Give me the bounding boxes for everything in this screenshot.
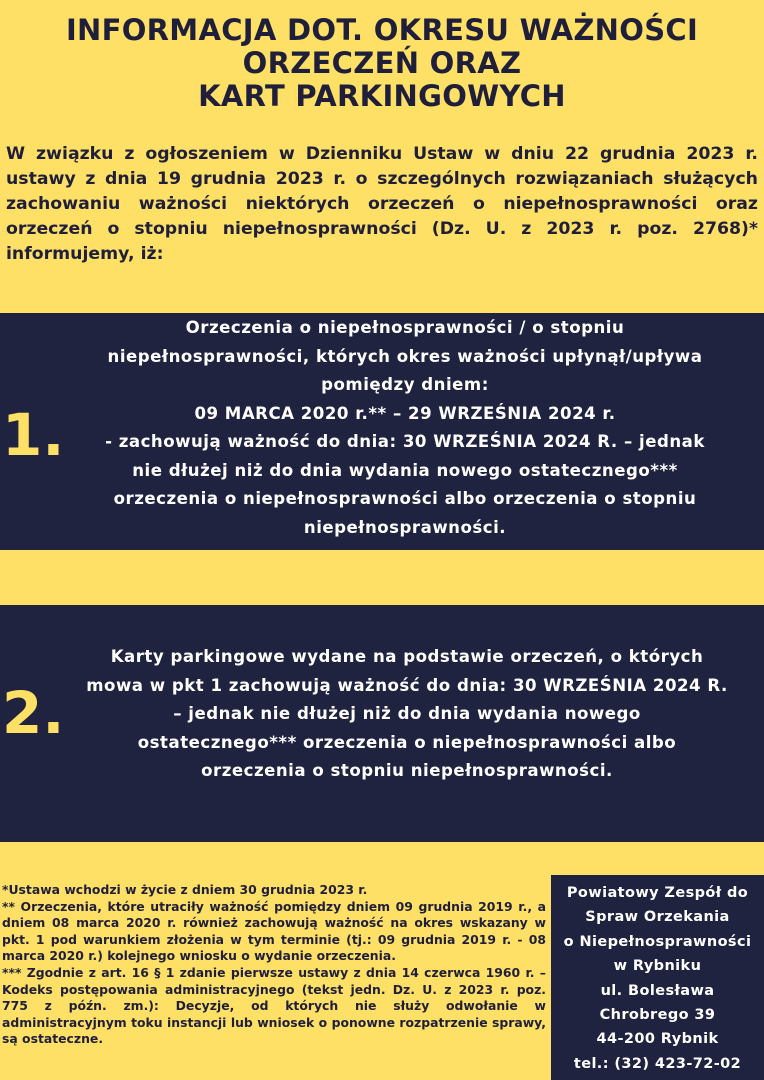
footnote-1: *Ustawa wchodzi w życie z dniem 30 grudnia 2023 r. xyxy=(2,882,368,897)
footnote-2: ** Orzeczenia, które utraciły ważność pomiędzy dniem 09 grudnia 2019 r., a dniem 08 marca 2020 r. również zachowują ważność na okres wskazany w pkt. 1 pod warunkiem złożenia w tym terminie (tj.: 09 grudnia 2019 r. - 08 marca 2020 r.) kolejnego wniosku o wydanie orzeczenia. xyxy=(2,898,546,964)
address-lines xyxy=(551,875,764,1076)
point-1-text xyxy=(52,314,758,542)
point-1-line: Orzeczenia o niepełnosprawności / o stopniu xyxy=(185,318,625,337)
point-1-line: nie dłużej niż do dnia wydania nowego ostatecznego*** xyxy=(132,460,678,480)
point-2-number: 2. xyxy=(2,679,65,747)
address-line: o Niepełnosprawności xyxy=(563,933,752,950)
address-line: w Rybniku xyxy=(613,958,702,975)
address-line: tel.: (32) 423-72-02 xyxy=(573,1055,742,1072)
address-line: Chrobrego 39 xyxy=(599,1007,716,1024)
point-1-line: pomiędzy dniem: xyxy=(321,375,489,394)
point-2-line: mowa w pkt 1 zachowują ważność do dnia: 30 WRZEŚNIA 2024 R. xyxy=(86,675,728,695)
point-1-line: niepełnosprawności, których okres ważności upłynął/upływa xyxy=(107,346,703,366)
point-1-line: - zachowują ważność do dnia: 30 WRZEŚNIA 2024 R. – jednak xyxy=(105,432,705,451)
page-title xyxy=(0,14,764,113)
address-line: ul. Bolesława xyxy=(600,982,715,999)
footnotes xyxy=(2,882,546,1048)
title-line-3: KART PARKINGOWYCH xyxy=(198,79,566,113)
point-2-line: ostatecznego*** orzeczenia o niepełnosprawności albo xyxy=(137,732,677,752)
title-line-2: ORZECZEŃ ORAZ xyxy=(242,46,522,80)
point-2-line: – jednak nie dłużej niż do dnia wydania nowego xyxy=(173,704,641,723)
title-line-1: INFORMACJA DOT. OKRESU WAŻNOŚCI xyxy=(65,13,699,47)
point-1-line: orzeczenia o niepełnosprawności albo orzeczenia o stopniu xyxy=(113,489,697,508)
intro-paragraph: W związku z ogłoszeniem w Dzienniku Ustaw w dniu 22 grudnia 2023 r. ustawy z dnia 19 grudnia 2023 r. o szczególnych rozwiązaniach służących zachowaniu ważności niektórych orzeczeń o niepełnosprawności oraz orzeczeń o stopniu niepełnosprawności (Dz. U. z 2023 r. poz. 2768)* informujemy, iż: xyxy=(6,144,758,264)
point-1-panel xyxy=(0,313,764,550)
address-line: Powiatowy Zespół do xyxy=(566,885,749,901)
point-2-line: orzeczenia o stopniu niepełnosprawności. xyxy=(201,761,613,780)
point-1-line: niepełnosprawności. xyxy=(303,517,507,537)
point-2-line: Karty parkingowe wydane na podstawie orzeczeń, o których xyxy=(110,647,704,666)
address-line: 44-200 Rybnik xyxy=(596,1031,719,1048)
point-1-number: 1. xyxy=(2,401,65,469)
address-line: Spraw Orzekania xyxy=(585,909,730,926)
point-2-text xyxy=(56,643,758,786)
footnote-3: *** Zgodnie z art. 16 § 1 zdanie pierwsze ustawy z dnia 14 czerwca 1960 r. – Kodeks postępowania administracyjnego (tekst jedn. Dz. U. z 2023 r. poz. 775 z późn. zm.): Decyzje, od których nie służy odwołanie w administracyjnym toku instancji lub wniosek o ponowne rozpatrzenie sprawy, są ostateczne. xyxy=(2,964,546,1047)
point-2-panel xyxy=(0,605,764,842)
address-box xyxy=(551,875,764,1080)
point-1-line: 09 MARCA 2020 r.** – 29 WRZEŚNIA 2024 r. xyxy=(194,403,616,423)
